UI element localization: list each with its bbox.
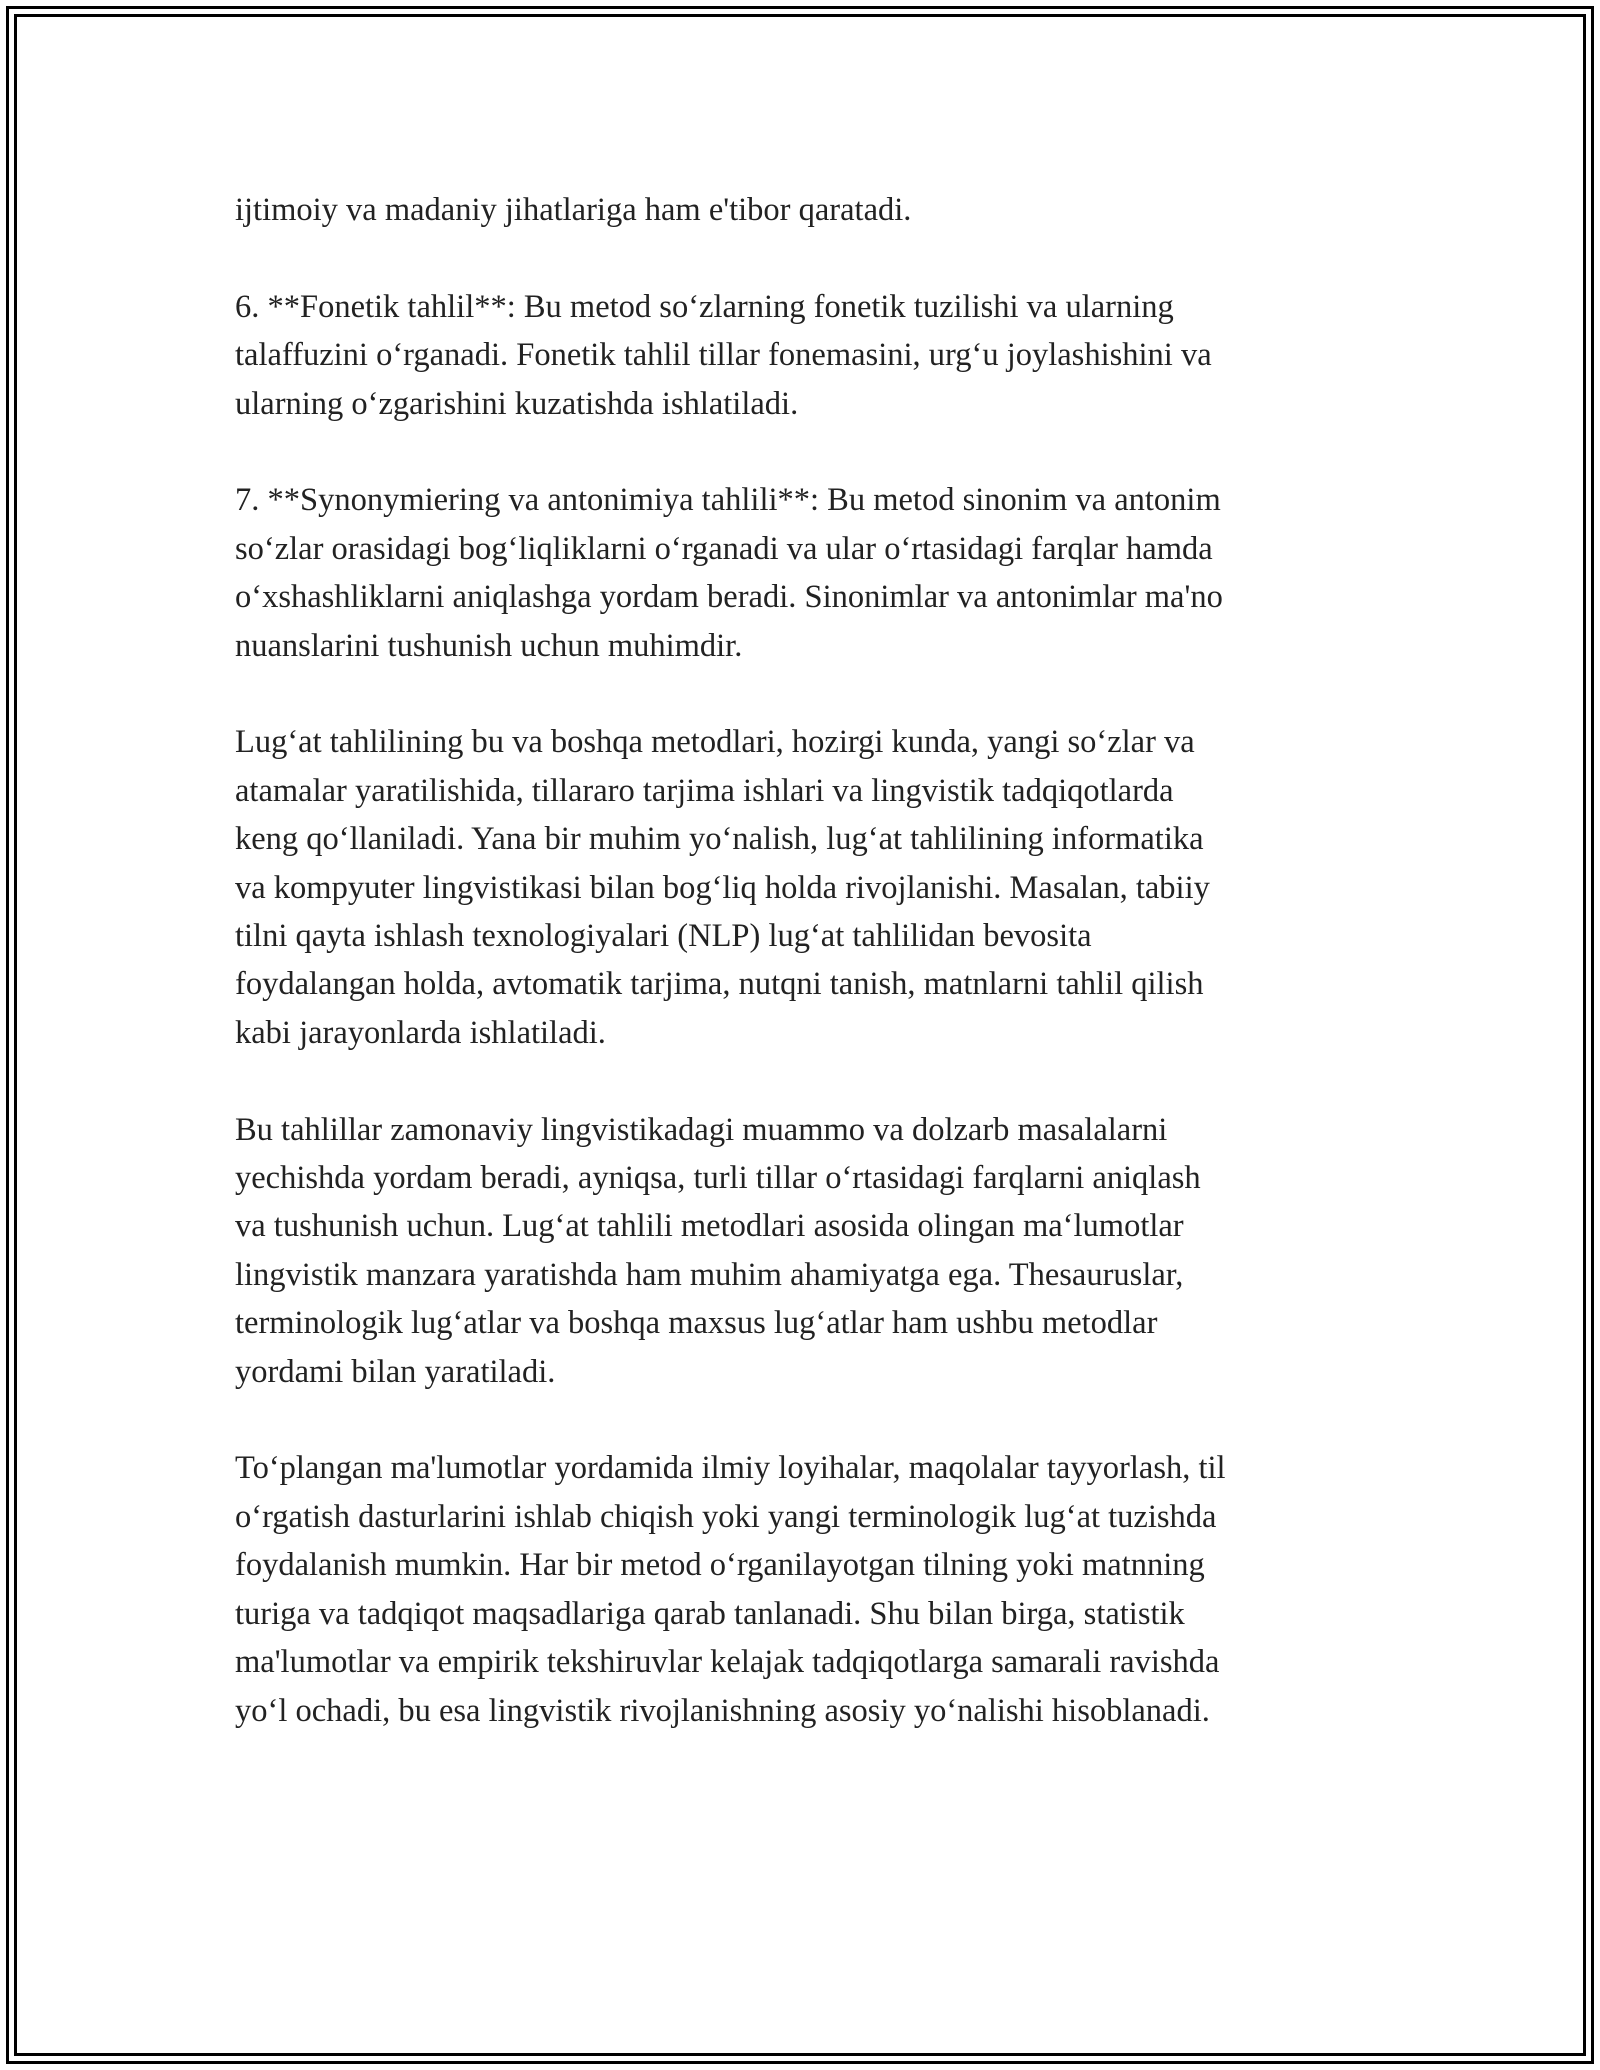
text-line: lingvistik manzara yaratishda ham muhim ahamiyatga ega. Thesauruslar, xyxy=(235,1256,1184,1293)
text-line: talaffuzini o‘rganadi. Fonetik tahlil tillar fonemasini, urg‘u joylashishini va xyxy=(235,337,1212,374)
text-line: To‘plangan ma'lumotlar yordamida ilmiy loyihalar, maqolalar tayyorlash, til xyxy=(235,1450,1226,1487)
text-line: terminologik lug‘atlar va boshqa maxsus lug‘atlar ham ushbu metodlar xyxy=(235,1305,1158,1342)
paragraph-fonetik-tahlil xyxy=(235,283,1385,428)
text-line: yechishda yordam beradi, ayniqsa, turli tillar o‘rtasidagi farqlarni aniqlash xyxy=(235,1160,1201,1197)
text-line: va tushunish uchun. Lug‘at tahlili metodlari asosida olingan ma‘lumotlar xyxy=(235,1208,1184,1245)
text-line: foydalangan holda, avtomatik tarjima, nutqni tanish, matnlarni tahlil qilish xyxy=(235,966,1204,1003)
text-line: keng qo‘llaniladi. Yana bir muhim yo‘nalish, lug‘at tahlilining informatika xyxy=(235,821,1204,858)
paragraph-intro-fragment xyxy=(235,186,1385,234)
text-line: yo‘l ochadi, bu esa lingvistik rivojlanishning asosiy yo‘nalishi hisoblanadi. xyxy=(235,1692,1210,1729)
text-line: yordami bilan yaratiladi. xyxy=(235,1353,556,1390)
text-line: nuanslarini tushunish uchun muhimdir. xyxy=(235,627,743,664)
text-line: 7. **Synonymiering va antonimiya tahlili**: Bu metod sinonim va antonim xyxy=(235,482,1221,519)
text-line: 6. **Fonetik tahlil**: Bu metod so‘zlarning fonetik tuzilishi va ularning xyxy=(235,288,1174,325)
text-line: ma'lumotlar va empirik tekshiruvlar kelajak tadqiqotlarga samarali ravishda xyxy=(235,1644,1220,1681)
paragraph-lugat-tahlili-metodlari xyxy=(235,718,1385,1057)
paragraph-zamonaviy-lingvistika xyxy=(235,1106,1385,1396)
text-line: foydalanish mumkin. Har bir metod o‘rganilayotgan tilning yoki matnning xyxy=(235,1547,1205,1584)
text-line: tilni qayta ishlash texnologiyalari (NLP) lug‘at tahlilidan bevosita xyxy=(235,918,1092,955)
text-line: ularning o‘zgarishini kuzatishda ishlatiladi. xyxy=(235,385,799,422)
text-line: ijtimoiy va madaniy jihatlariga ham e'tibor qaratadi. xyxy=(235,192,912,228)
document-body xyxy=(235,186,1385,1735)
text-line: so‘zlar orasidagi bog‘liqliklarni o‘rganadi va ular o‘rtasidagi farqlar hamda xyxy=(235,530,1213,567)
text-line: o‘xshashliklarni aniqlashga yordam beradi. Sinonimlar va antonimlar ma'no xyxy=(235,579,1223,616)
paragraph-sinonimiya-tahlili xyxy=(235,476,1385,670)
text-line: kabi jarayonlarda ishlatiladi. xyxy=(235,1014,606,1051)
text-line: atamalar yaratilishida, tillararo tarjima ishlari va lingvistik tadqiqotlarda xyxy=(235,772,1174,809)
text-line: Lug‘at tahlilining bu va boshqa metodlari, hozirgi kunda, yangi so‘zlar va xyxy=(235,724,1195,761)
paragraph-toplangan-malumotlar xyxy=(235,1444,1385,1734)
text-line: Bu tahlillar zamonaviy lingvistikadagi muammo va dolzarb masalalarni xyxy=(235,1111,1168,1148)
text-line: turiga va tadqiqot maqsadlariga qarab tanlanadi. Shu bilan birga, statistik xyxy=(235,1595,1185,1632)
text-line: va kompyuter lingvistikasi bilan bog‘liq holda rivojlanishi. Masalan, tabiiy xyxy=(235,869,1210,906)
text-line: o‘rgatish dasturlarini ishlab chiqish yoki yangi terminologik lug‘at tuzishda xyxy=(235,1498,1217,1535)
